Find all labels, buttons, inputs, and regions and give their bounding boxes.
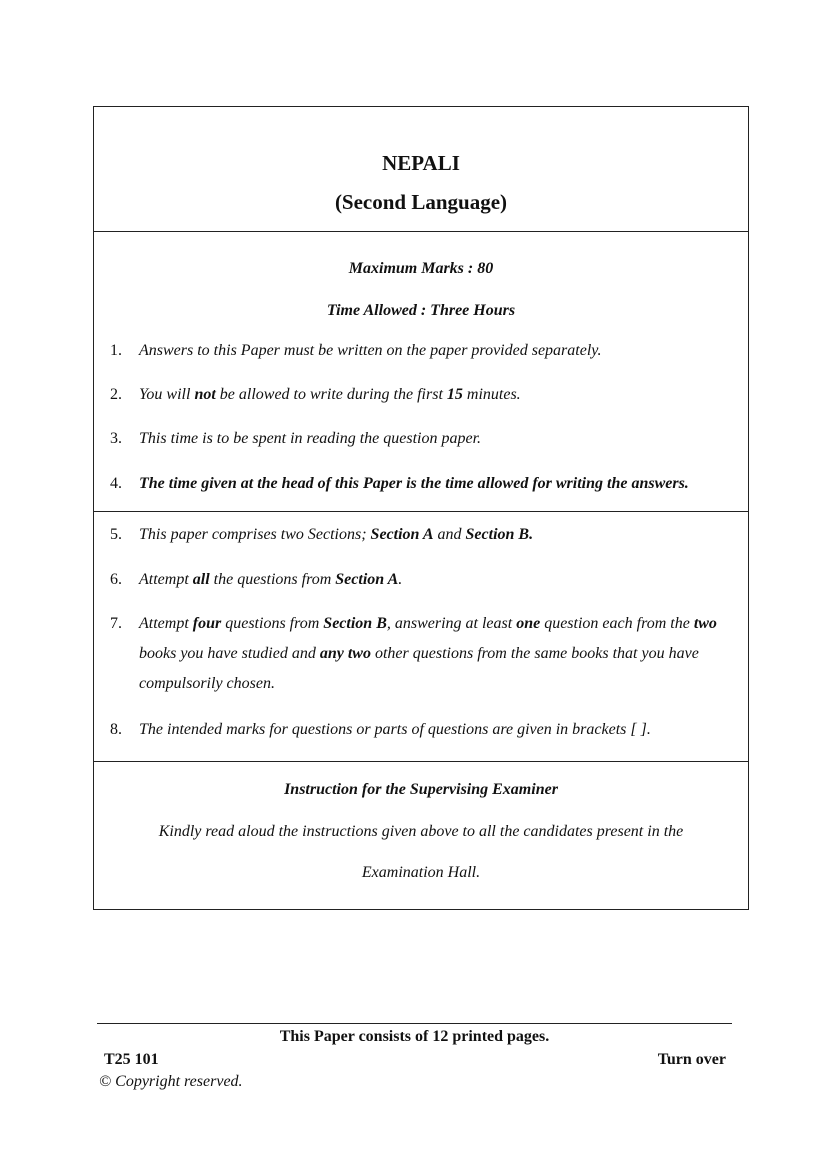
instruction-text: You will not be allowed to write during the first 15 minutes. [139, 386, 521, 403]
instruction-3 [110, 424, 730, 454]
instruction-4 [110, 469, 730, 499]
instruction-text: This paper comprises two Sections; Section A and Section B. [139, 526, 534, 543]
turn-over-label: Turn over [657, 1051, 726, 1068]
supervisor-heading: Instruction for the Supervising Examiner [284, 781, 558, 798]
max-marks: Maximum Marks : 80 [348, 260, 494, 277]
instruction-text: Attempt all the questions from Section A. [139, 571, 403, 588]
exam-cover-box [93, 106, 749, 910]
instruction-5 [110, 520, 730, 550]
instruction-number: 3. [110, 430, 122, 447]
instruction-number: 1. [110, 342, 122, 359]
time-allowed: Time Allowed : Three Hours [326, 302, 516, 319]
supervisor-line-2: Examination Hall. [361, 864, 481, 881]
instruction-text: Answers to this Paper must be written on the paper provided separately. [139, 342, 602, 359]
instruction-number: 2. [110, 386, 122, 403]
instruction-number: 4. [110, 475, 122, 492]
divider-supervisor [94, 761, 748, 762]
copyright-notice: © Copyright reserved. [99, 1073, 243, 1090]
supervisor-line-1: Kindly read aloud the instructions given above to all the candidates present in the [158, 823, 684, 840]
instruction-number: 5. [110, 526, 122, 543]
instruction-text: The time given at the head of this Paper is the time allowed for writing the answers. [139, 475, 689, 492]
divider-instructions [94, 511, 748, 512]
instruction-1 [110, 336, 730, 366]
paper-subtitle: (Second Language) [334, 190, 508, 214]
instruction-text: The intended marks for questions or parts of questions are given in brackets [ ]. [139, 721, 651, 738]
footer-rule [97, 1023, 732, 1024]
instruction-7 [110, 609, 730, 699]
page-count-note: This Paper consists of 12 printed pages. [279, 1028, 550, 1045]
paper-title: NEPALI [382, 151, 460, 175]
instruction-6 [110, 565, 730, 595]
paper-code: T25 101 [104, 1051, 159, 1068]
instruction-2 [110, 380, 730, 410]
instruction-number: 8. [110, 721, 122, 738]
instruction-text: Attempt four questions from Section B, answering at least one question each from the two books you have studied and any two other questions from the same books that you have compulsorily chosen. [139, 615, 717, 692]
instruction-text: This time is to be spent in reading the question paper. [139, 430, 482, 447]
divider-header [94, 231, 748, 232]
instruction-number: 7. [110, 615, 122, 632]
instruction-8 [110, 715, 730, 745]
instruction-number: 6. [110, 571, 122, 588]
